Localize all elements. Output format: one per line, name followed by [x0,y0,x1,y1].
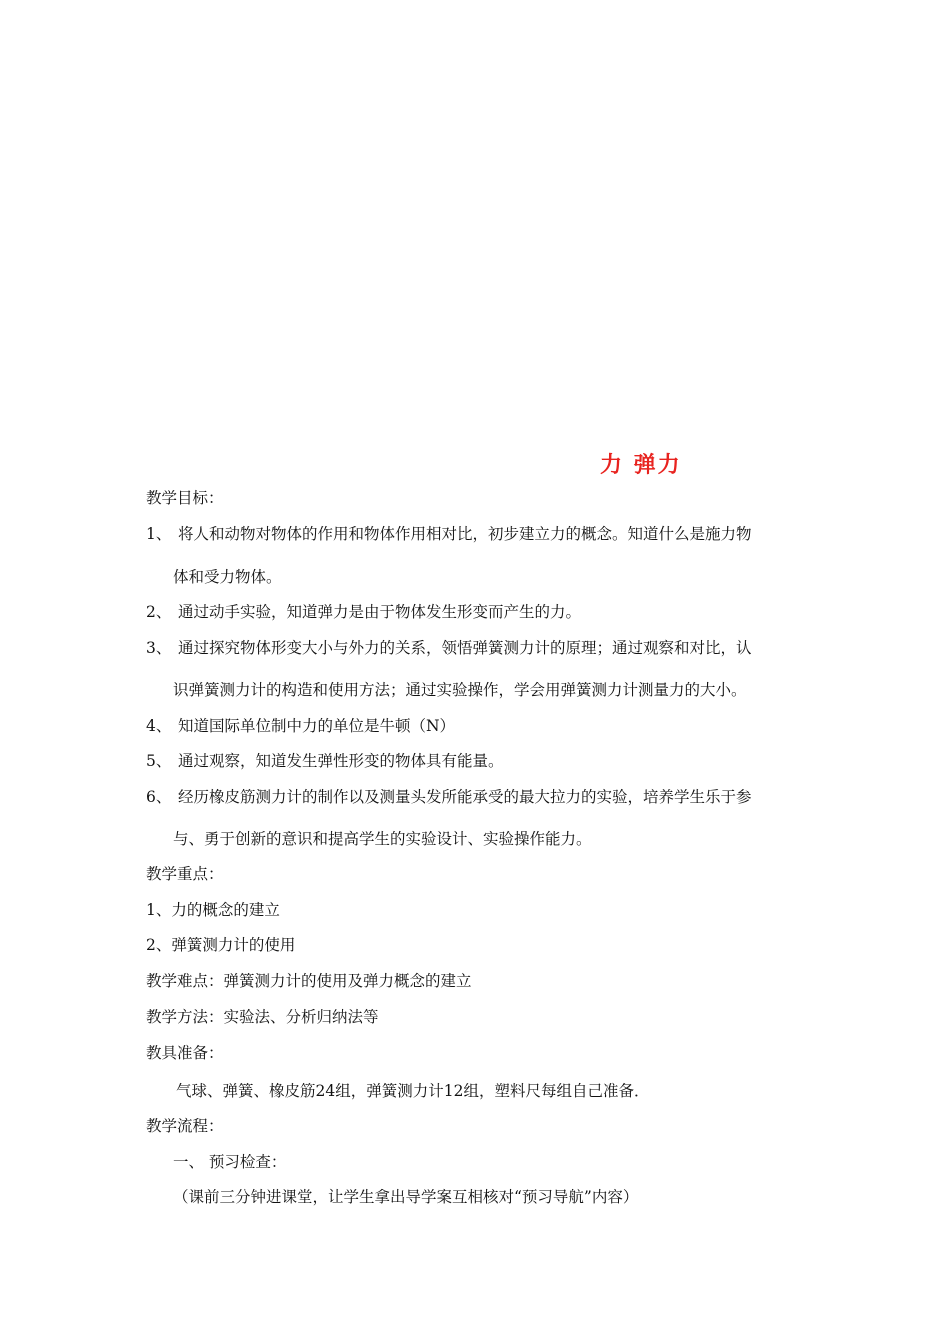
objective-number: 2、 [146,603,172,621]
objective-number: 6、 [146,788,172,806]
objective-item-3 [146,638,751,658]
objective-item-1-continued: 体和受力物体。 [173,568,282,586]
objective-item-2 [146,602,581,622]
objective-text: 通过探究物体形变大小与外力的关系，领悟弹簧测力计的原理；通过观察和对比，认 [177,639,752,657]
objective-text: 通过观察，知道发生弹性形变的物体具有能量。 [177,752,504,770]
objectives-heading: 教学目标： [146,489,224,507]
objective-item-5 [146,751,503,771]
objective-number: 4、 [146,717,172,735]
objective-text: 将人和动物对物体的作用和物体作用相对比，初步建立力的概念。知道什么是施力物 [177,525,752,543]
objective-item-4 [146,716,455,736]
objective-text: 知道国际单位制中力的单位是牛顿（N） [177,717,456,735]
document-title: 力 弹力 [600,453,682,478]
tools-line: 气球、弹簧、橡皮筋24组，弹簧测力计12组，塑料尺每组自己准备． [176,1082,650,1100]
objective-item-6 [146,787,751,807]
objective-item-6-continued: 与、勇于创新的意识和提高学生的实验设计、实验操作能力。 [173,830,592,848]
key-point-item-2: 2、弹簧测力计的使用 [146,936,296,954]
key-point-item-1: 1、力的概念的建立 [146,901,280,919]
flow-heading: 教学流程： [146,1117,224,1135]
flow-step-1: 一、 预习检查： [173,1153,287,1171]
key-points-heading: 教学重点： [146,865,224,883]
objective-number: 5、 [146,752,172,770]
objective-text: 经历橡皮筋测力计的制作以及测量头发所能承受的最大拉力的实验，培养学生乐于参 [177,788,752,806]
objective-number: 3、 [146,639,172,657]
method-line: 教学方法：实验法、分析归纳法等 [146,1008,379,1026]
difficulty-line: 教学难点：弹簧测力计的使用及弹力概念的建立 [146,972,472,990]
objective-number: 1、 [146,525,172,543]
objective-text: 通过动手实验，知道弹力是由于物体发生形变而产生的力。 [177,603,581,621]
objective-item-1 [146,524,751,544]
objective-item-3-continued: 识弹簧测力计的构造和使用方法；通过实验操作，学会用弹簧测力计测量力的大小。 [173,681,747,699]
flow-step-1-note: （课前三分钟进课堂，让学生拿出导学案互相核对“预习导航”内容） [173,1188,639,1206]
tools-heading: 教具准备： [146,1044,224,1062]
